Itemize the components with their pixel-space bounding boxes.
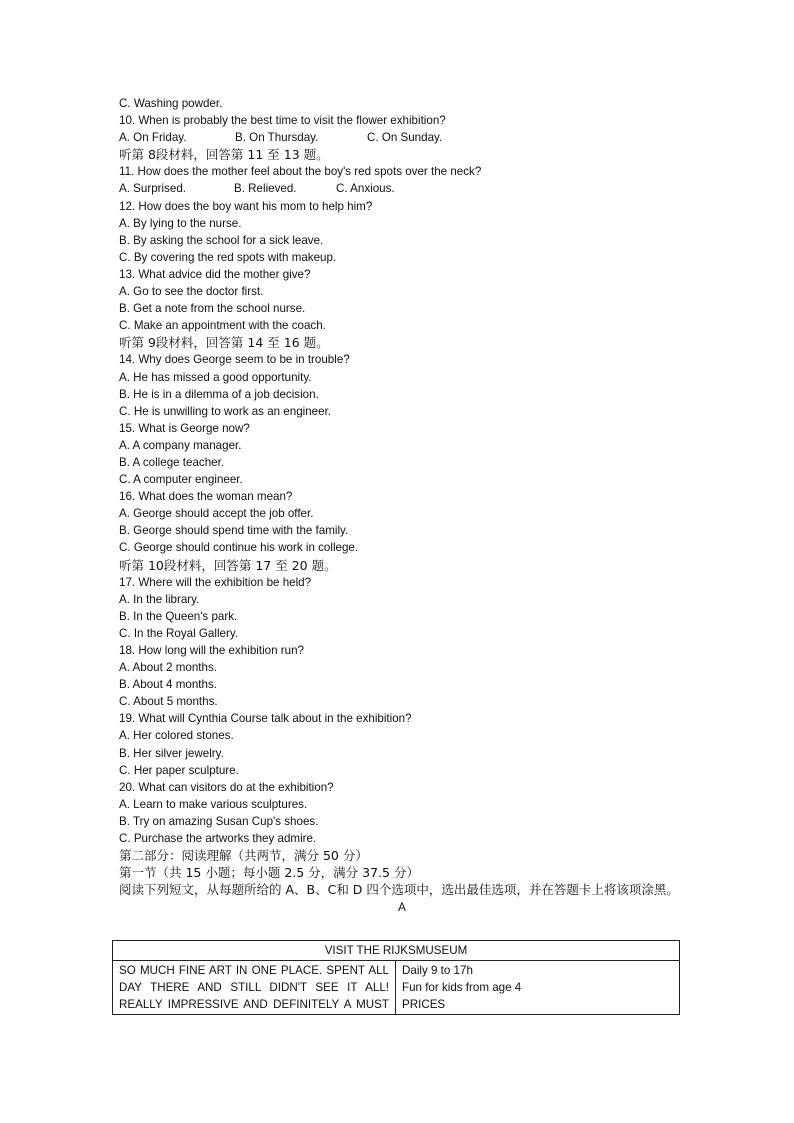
reading-instruction: 阅读下列短文，从每题所给的 A、B、C和 D 四个选项中，选出最佳选项，并在答题卡上将该项涂黑。 (119, 882, 679, 898)
option-line: C. By covering the red spots with makeup. (119, 250, 337, 264)
option-line: C. About 5 months. (119, 695, 218, 709)
option-a: A. On Friday. (119, 131, 187, 145)
option-b: B. Relieved. (234, 182, 297, 196)
option-c: C. On Sunday. (367, 131, 443, 145)
option-line: A. Her colored stones. (119, 729, 234, 743)
option-line: C. Her paper sculpture. (119, 763, 239, 777)
question-line: 20. What can visitors do at the exhibition? (119, 780, 334, 794)
option-line: A. About 2 months. (119, 661, 217, 675)
option-line: B. He is in a dilemma of a job decision. (119, 387, 319, 401)
question-line: 13. What advice did the mother give? (119, 267, 311, 281)
review-line: SO MUCH FINE ART IN ONE PLACE. SPENT ALL (119, 964, 389, 977)
option-line: B. George should spend time with the family. (119, 524, 349, 538)
info-cell (396, 961, 680, 1015)
section-instruction: 听第 10段材料，回答第 17 至 20 题。 (119, 557, 337, 573)
option-line: B. In the Queen's park. (119, 609, 238, 623)
option-line: A. By lying to the nurse. (119, 216, 242, 230)
option-line: C. In the Royal Gallery. (119, 626, 238, 640)
exam-content (119, 95, 685, 916)
question-line: 17. Where will the exhibition be held? (119, 575, 312, 589)
prices-text: PRICES (402, 998, 446, 1011)
option-line: B. Her silver jewelry. (119, 746, 224, 760)
kids-text: Fun for kids from age 4 (402, 981, 522, 994)
option-line: C. Washing powder. (119, 97, 223, 110)
question-line: 16. What does the woman mean? (119, 490, 293, 504)
option-line: A. He has missed a good opportunity. (119, 370, 312, 384)
passage-label: A (398, 900, 406, 914)
option-a: A. Surprised. (119, 182, 187, 196)
part-heading: 第二部分：阅读理解（共两节，满分 50 分） (119, 848, 368, 864)
section-instruction: 听第 9段材料，回答第 14 至 16 题。 (119, 335, 329, 351)
option-line: A. Learn to make various sculptures. (119, 797, 308, 811)
option-line: B. Get a note from the school nurse. (119, 302, 306, 316)
option-line: A. Go to see the doctor first. (119, 285, 264, 299)
review-cell (113, 961, 396, 1015)
rijksmuseum-table (112, 940, 680, 1015)
question-line: 18. How long will the exhibition run? (119, 644, 304, 657)
question-line: 11. How does the mother feel about the boy's red spots over the neck? (119, 165, 482, 179)
option-b: B. On Thursday. (235, 131, 319, 145)
question-line: 12. How does the boy want his mom to help him? (119, 199, 373, 213)
option-line: C. He is unwilling to work as an engineer. (119, 404, 332, 418)
question-line: 10. When is probably the best time to visit the flower exhibition? (119, 114, 446, 128)
option-line: C. Purchase the artworks they admire. (119, 832, 317, 846)
table-title: VISIT THE RIJKSMUSEUM (113, 941, 680, 961)
option-line: A. In the library. (119, 592, 200, 606)
options-row (119, 129, 685, 146)
option-line: B. About 4 months. (119, 678, 217, 692)
option-line: B. Try on amazing Susan Cup's shoes. (119, 814, 319, 828)
option-c: C. Anxious. (336, 182, 395, 196)
section-instruction: 听第 8段材料，回答第 11 至 13 题。 (119, 147, 329, 163)
section-heading: 第一节（共 15 小题；每小题 2.5 分，满分 37.5 分） (119, 865, 419, 881)
question-line: 15. What is George now? (119, 421, 250, 435)
option-line: C. Make an appointment with the coach. (119, 319, 326, 333)
review-line: REALLY IMPRESSIVE AND DEFINITELY A MUST (119, 998, 389, 1011)
options-row (119, 180, 685, 197)
option-line: C. A computer engineer. (119, 473, 243, 487)
option-line: B. By asking the school for a sick leave. (119, 233, 324, 247)
option-line: C. George should continue his work in college. (119, 541, 359, 555)
question-line: 14. Why does George seem to be in trouble? (119, 353, 350, 367)
option-line: B. A college teacher. (119, 455, 225, 469)
hours-text: Daily 9 to 17h (402, 964, 473, 977)
question-line: 19. What will Cynthia Course talk about in the exhibition? (119, 712, 412, 726)
review-line: DAY THERE AND STILL DIDN'T SEE IT ALL! (119, 981, 389, 994)
option-line: A. George should accept the job offer. (119, 507, 314, 521)
option-line: A. A company manager. (119, 438, 242, 452)
